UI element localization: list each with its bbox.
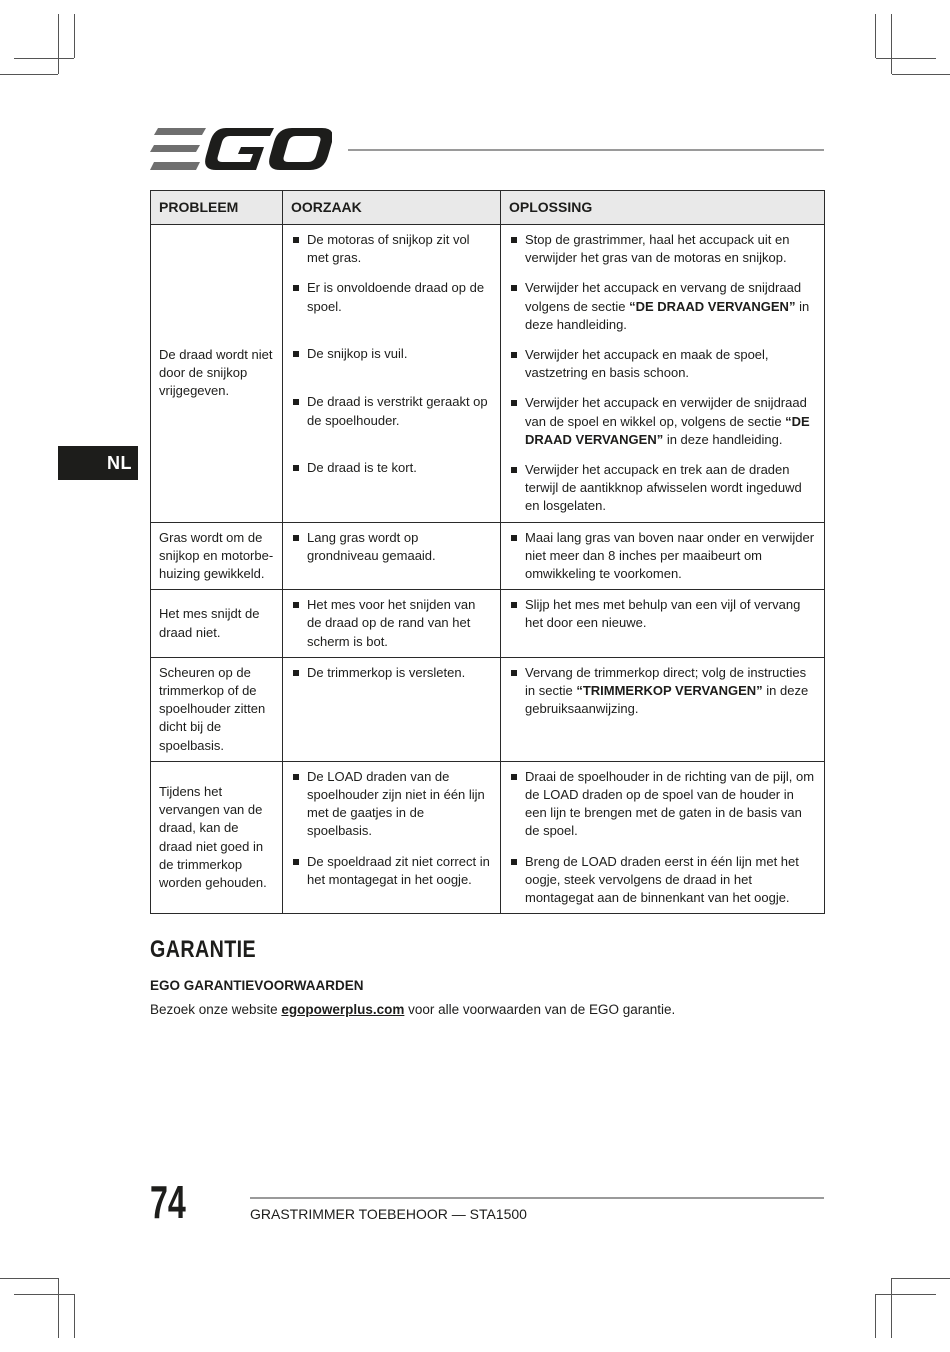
solution-cell <box>501 657 825 761</box>
solution-item: Verwijder het accupack en verwijder de snijdraad van de spoel en wikkel op, volgens de sectie “DE DRAAD VERVANGEN” in deze handleiding. <box>509 394 816 449</box>
crop-mark <box>0 74 58 75</box>
section-reference: “DE DRAAD VERVANGEN” <box>525 413 810 447</box>
crop-mark <box>891 1278 892 1338</box>
cause-item: Lang gras wordt op grondniveau gemaaid. <box>291 529 492 565</box>
cause-cell <box>283 657 501 761</box>
column-header: OORZAAK <box>283 191 501 225</box>
cause-item: Het mes voor het snijden van de draad op de rand van het scherm is bot. <box>291 596 492 651</box>
cause-cell <box>283 761 501 913</box>
problem-cell: Het mes snijdt de draad niet. <box>151 590 283 658</box>
solution-item: Slijp het mes met behulp van een vijl of vervang het door een nieuwe. <box>509 596 816 632</box>
header-rule <box>348 149 824 151</box>
crop-mark <box>14 1294 74 1295</box>
cause-item: De draad is verstrikt geraakt op de spoelhouder. <box>291 393 492 447</box>
table-row <box>151 761 825 913</box>
section-subtitle: EGO GARANTIEVOORWAARDEN <box>150 978 364 993</box>
footer-rule <box>250 1197 824 1199</box>
website-link[interactable]: egopowerplus.com <box>281 1002 405 1017</box>
solution-cell <box>501 761 825 913</box>
table-header-row <box>151 191 825 225</box>
column-header: PROBLEEM <box>151 191 283 225</box>
cause-item: De spoeldraad zit niet correct in het montagegat in het oogje. <box>291 853 492 889</box>
crop-mark <box>876 1294 936 1295</box>
solution-item: Breng de LOAD draden eerst in één lijn met het oogje, steek vervolgens de draad in het montagegat aan de binnenkant van het oogje. <box>509 853 816 908</box>
problem-cell: Scheuren op de trimmerkop of de spoelhouder zitten dicht bij de spoelbasis. <box>151 657 283 761</box>
solution-cell <box>501 225 825 523</box>
crop-mark <box>876 58 936 59</box>
section-reference: “TRIMMERKOP VERVANGEN” <box>576 683 763 699</box>
crop-mark <box>875 1294 876 1338</box>
solution-item: Vervang de trimmerkop direct; volg de instructies in sectie “TRIMMERKOP VERVANGEN” in deze gebruiksaanwijzing. <box>509 664 816 719</box>
cause-item: De draad is te kort. <box>291 459 492 477</box>
page-number: 74 <box>150 1176 186 1228</box>
crop-mark <box>892 1278 950 1279</box>
table-row <box>151 522 825 590</box>
solution-item: Verwijder het accupack en maak de spoel, vastzetring en basis schoon. <box>509 346 816 382</box>
section-reference: “DE DRAAD VERVANGEN” <box>629 298 796 314</box>
solution-cell <box>501 590 825 658</box>
cause-cell <box>283 590 501 658</box>
solution-item: Verwijder het accupack en vervang de snijdraad volgens de sectie “DE DRAAD VERVANGEN” in deze handleiding. <box>509 279 816 334</box>
footer-text: GRASTRIMMER TOEBEHOOR — STA1500 <box>250 1206 527 1222</box>
crop-mark <box>74 14 75 58</box>
table-row <box>151 225 825 523</box>
solution-item: Verwijder het accupack en trek aan de draden terwijl de aantikknop afwisselen wordt ingeduwd en losgelaten. <box>509 461 816 516</box>
crop-mark <box>891 14 892 74</box>
crop-mark <box>892 74 950 75</box>
cause-item: Er is onvoldoende draad op de spoel. <box>291 279 492 333</box>
cause-cell <box>283 522 501 590</box>
crop-mark <box>58 1278 59 1338</box>
language-tab-label: NL <box>107 452 132 473</box>
column-header: OPLOSSING <box>501 191 825 225</box>
solution-cell <box>501 522 825 590</box>
ego-logo <box>150 128 332 170</box>
warranty-text: Bezoek onze website egopowerplus.com voor alle voorwaarden van de EGO garantie. <box>150 1002 676 1017</box>
table-row <box>151 657 825 761</box>
solution-item: Maai lang gras van boven naar onder en verwijder niet meer dan 8 inches per maaibeurt om omwikkeling te voorkomen. <box>509 529 816 584</box>
language-tab <box>58 446 138 480</box>
solution-item: Draai de spoelhouder in de richting van de pijl, om de LOAD draden op de spoel van de houder in een lijn te brengen met de gaten in de basis van de spoel. <box>509 768 816 841</box>
cause-item: De motoras of snijkop zit vol met gras. <box>291 231 492 267</box>
crop-mark <box>74 1294 75 1338</box>
crop-mark <box>875 14 876 58</box>
crop-mark <box>58 14 59 74</box>
crop-mark <box>14 58 74 59</box>
troubleshooting-table <box>150 190 825 914</box>
section-title: GARANTIE <box>150 936 257 963</box>
table-row <box>151 590 825 658</box>
crop-mark <box>0 1278 58 1279</box>
cause-item: De LOAD draden van de spoelhouder zijn niet in één lijn met de gaatjes in de spoelbasis. <box>291 768 492 841</box>
cause-item: De trimmerkop is versleten. <box>291 664 492 682</box>
problem-cell: Tijdens het vervangen van de draad, kan de draad niet goed in de trimmerkop worden gehouden. <box>151 761 283 913</box>
solution-item: Stop de grastrimmer, haal het accupack uit en verwijder het gras van de motoras en snijkop. <box>509 231 816 267</box>
problem-cell: De draad wordt niet door de snijkop vrijgegeven. <box>151 225 283 523</box>
cause-cell <box>283 225 501 523</box>
problem-cell: Gras wordt om de snijkop en motorbe-huizing gewikkeld. <box>151 522 283 590</box>
cause-item: De snijkop is vuil. <box>291 345 492 381</box>
